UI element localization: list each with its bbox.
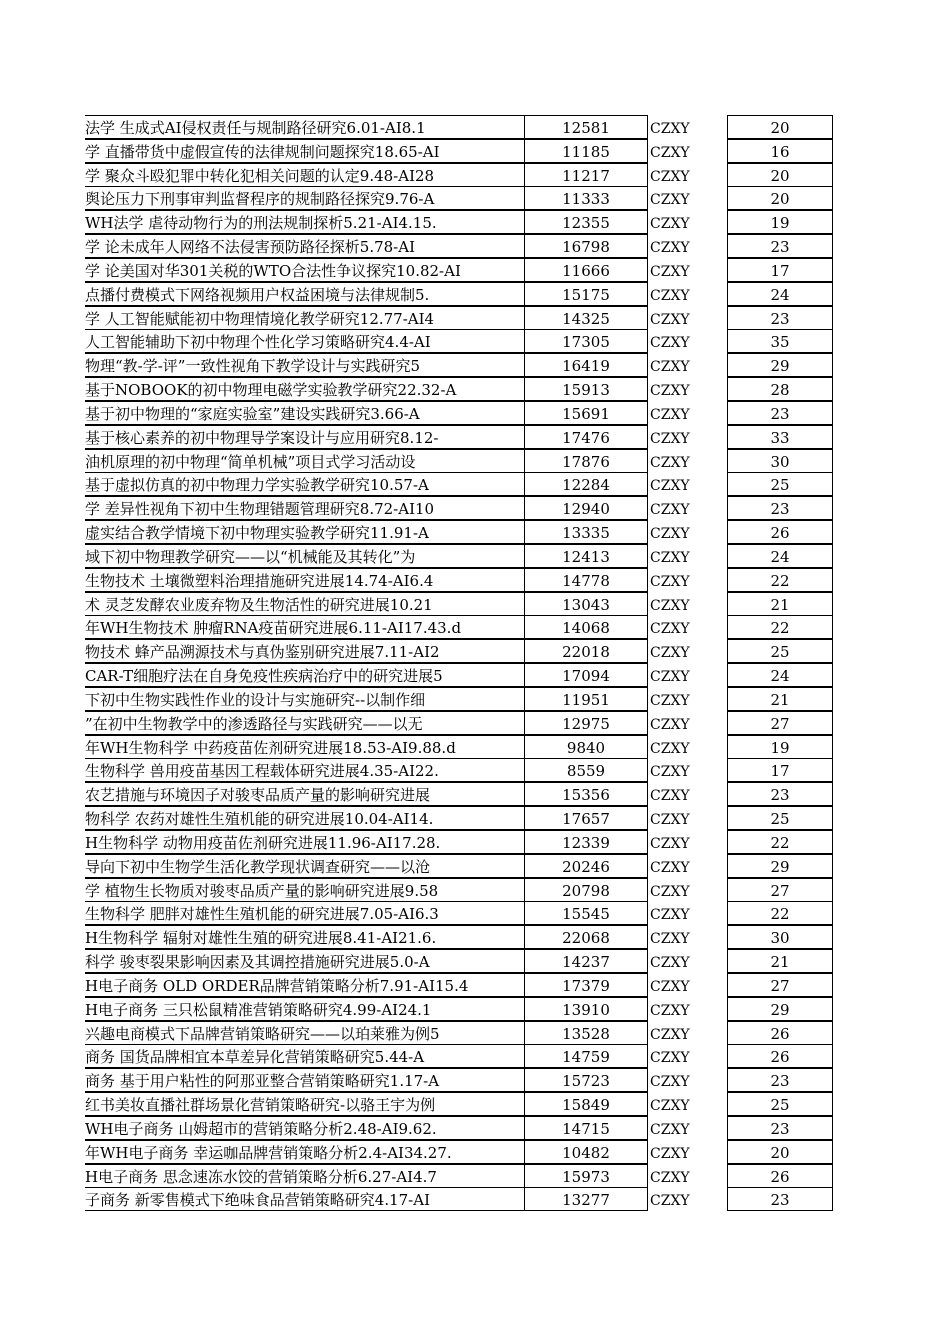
score-cell[interactable]: 26 — [727, 1044, 833, 1068]
table-row — [0, 1021, 950, 1045]
table-row — [0, 687, 950, 711]
table-row — [0, 901, 950, 925]
code-cell[interactable]: CZXY — [650, 144, 690, 161]
score-cell[interactable]: 24 — [727, 663, 833, 687]
code-cell[interactable]: CZXY — [650, 883, 690, 900]
count-cell[interactable]: 15973 — [525, 1164, 648, 1188]
count-cell[interactable]: 14068 — [525, 615, 648, 639]
table-row — [0, 615, 950, 639]
title-cell[interactable] — [85, 544, 525, 568]
count-cell[interactable]: 11185 — [525, 139, 648, 163]
score-cell[interactable]: 29 — [727, 854, 833, 878]
score-cell[interactable]: 17 — [727, 258, 833, 282]
code-cell[interactable]: CZXY — [650, 287, 690, 304]
code-cell[interactable]: CZXY — [650, 1193, 690, 1210]
score-cell[interactable]: 35 — [727, 329, 833, 353]
code-cell[interactable]: CZXY — [650, 502, 690, 519]
score-cell[interactable]: 23 — [727, 1116, 833, 1140]
score-cell[interactable]: 25 — [727, 1092, 833, 1116]
code-cell[interactable]: CZXY — [650, 311, 690, 328]
title-text: 点播付费模式下网络视频用户权益困境与法律规制5. — [85, 285, 430, 304]
table-row — [0, 1044, 950, 1068]
code-cell[interactable]: CZXY — [650, 192, 690, 209]
table-row — [0, 854, 950, 878]
title-cell[interactable] — [85, 1068, 525, 1092]
score-cell[interactable]: 22 — [727, 568, 833, 592]
title-text: 域下初中物理教学研究——以“机械能及其转化”为 — [85, 547, 416, 566]
score-cell[interactable]: 27 — [727, 973, 833, 997]
title-cell[interactable] — [85, 329, 525, 353]
table-row — [0, 997, 950, 1021]
count-cell[interactable]: 13043 — [525, 592, 648, 616]
table-row — [0, 806, 950, 830]
title-text: 物技术 蜂产品溯源技术与真伪鉴别研究进展7.11-AI2 — [85, 643, 440, 662]
title-text: H生物科学 动物用疫苗佐剂研究进展11.96-AI17.28. — [85, 833, 441, 852]
count-cell[interactable]: 12284 — [525, 472, 648, 496]
title-cell[interactable] — [85, 425, 525, 449]
title-text: 基于核心素养的初中物理导学案设计与应用研究8.12- — [85, 428, 439, 447]
table-row — [0, 1092, 950, 1116]
title-text: 年WH电子商务 幸运咖品牌营销策略分析2.4-AI34.27. — [85, 1143, 452, 1162]
code-cell[interactable]: CZXY — [650, 931, 690, 948]
title-text: 学 人工智能赋能初中物理情境化教学研究12.77-AI4 — [85, 309, 435, 328]
count-cell[interactable]: 14759 — [525, 1044, 648, 1068]
count-cell[interactable]: 22068 — [525, 925, 648, 949]
table-row — [0, 830, 950, 854]
title-cell[interactable] — [85, 306, 525, 330]
table-row — [0, 163, 950, 187]
code-cell[interactable]: CZXY — [650, 1098, 690, 1115]
title-text: 虚实结合教学情境下初中物理实验教学研究11.91-A — [85, 524, 429, 543]
count-cell[interactable]: 17876 — [525, 449, 648, 473]
title-text: 商务 国货品牌相宜本草差异化营销策略研究5.44-A — [85, 1048, 425, 1067]
code-cell[interactable]: CZXY — [650, 955, 690, 972]
code-cell[interactable]: CZXY — [650, 645, 690, 662]
table-row — [0, 758, 950, 782]
score-cell[interactable]: 22 — [727, 830, 833, 854]
code-cell[interactable]: CZXY — [650, 1050, 690, 1067]
count-cell[interactable]: 16798 — [525, 234, 648, 258]
title-text: 年WH生物技术 肿瘤RNA疫苗研究进展6.11-AI17.43.d — [85, 619, 462, 638]
title-cell[interactable] — [85, 377, 525, 401]
title-text: CAR-T细胞疗法在自身免疫性疾病治疗中的研究进展5 — [85, 667, 443, 686]
count-cell[interactable]: 20798 — [525, 878, 648, 902]
count-cell[interactable]: 11666 — [525, 258, 648, 282]
title-cell[interactable] — [85, 520, 525, 544]
table-row — [0, 234, 950, 258]
title-cell[interactable] — [85, 258, 525, 282]
table-row — [0, 1187, 950, 1211]
score-cell[interactable]: 26 — [727, 520, 833, 544]
table-row — [0, 639, 950, 663]
title-cell[interactable] — [85, 163, 525, 187]
score-cell[interactable]: 25 — [727, 639, 833, 663]
score-cell[interactable]: 20 — [727, 163, 833, 187]
code-cell[interactable]: CZXY — [650, 549, 690, 566]
title-text: 学 直播带货中虚假宣传的法律规制问题探究18.65-AI — [85, 142, 440, 161]
title-text: 油机原理的初中物理“简单机械”项目式学习活动设 — [85, 452, 416, 471]
count-cell[interactable]: 15849 — [525, 1092, 648, 1116]
score-cell[interactable]: 25 — [727, 806, 833, 830]
title-cell[interactable] — [85, 901, 525, 925]
title-cell[interactable] — [85, 925, 525, 949]
count-cell[interactable]: 15913 — [525, 377, 648, 401]
title-text: 下初中生物实践性作业的设计与实施研究--以制作细 — [85, 690, 426, 709]
score-cell[interactable]: 23 — [727, 234, 833, 258]
title-cell[interactable] — [85, 1044, 525, 1068]
title-text: H电子商务 三只松鼠精准营销策略研究4.99-AI24.1 — [85, 1000, 432, 1019]
title-cell[interactable] — [85, 1140, 525, 1164]
code-cell[interactable]: CZXY — [650, 1121, 690, 1138]
title-text: 基于初中物理的“家庭实验室”建设实践研究3.66-A — [85, 404, 420, 423]
title-text: 红书美妆直播社群场景化营销策略研究-以骆王宇为例 — [85, 1096, 436, 1115]
title-cell[interactable] — [85, 139, 525, 163]
score-cell[interactable]: 23 — [727, 782, 833, 806]
title-cell[interactable] — [85, 115, 525, 139]
table-row — [0, 472, 950, 496]
code-cell[interactable]: CZXY — [650, 1145, 690, 1162]
code-cell[interactable]: CZXY — [650, 240, 690, 257]
code-cell[interactable]: CZXY — [650, 716, 690, 733]
count-cell[interactable]: 17379 — [525, 973, 648, 997]
count-cell[interactable]: 17094 — [525, 663, 648, 687]
count-cell[interactable]: 13335 — [525, 520, 648, 544]
code-cell[interactable]: CZXY — [650, 454, 690, 471]
count-cell[interactable]: 15723 — [525, 1068, 648, 1092]
table-row — [0, 949, 950, 973]
count-cell[interactable]: 13277 — [525, 1187, 648, 1211]
code-cell[interactable]: CZXY — [650, 359, 690, 376]
score-cell[interactable]: 28 — [727, 377, 833, 401]
count-cell[interactable]: 15545 — [525, 901, 648, 925]
title-text: 学 植物生长物质对骏枣品质产量的影响研究进展9.58 — [85, 881, 439, 900]
title-cell[interactable] — [85, 472, 525, 496]
title-cell[interactable] — [85, 234, 525, 258]
title-text: H电子商务 OLD ORDER品牌营销策略分析7.91-AI15.4 — [85, 976, 469, 995]
title-text: 生物科学 兽用疫苗基因工程载体研究进展4.35-AI22. — [85, 762, 439, 781]
score-cell[interactable]: 22 — [727, 901, 833, 925]
title-text: 学 论未成年人网络不法侵害预防路径探析5.78-AI — [85, 238, 415, 257]
score-cell[interactable]: 30 — [727, 449, 833, 473]
title-cell[interactable] — [85, 1116, 525, 1140]
table-row — [0, 115, 950, 139]
title-cell[interactable] — [85, 711, 525, 735]
table-row — [0, 544, 950, 568]
title-cell[interactable] — [85, 186, 525, 210]
score-cell[interactable]: 21 — [727, 592, 833, 616]
title-text: 术 灵芝发酵农业废弃物及生物活性的研究进展10.21 — [85, 595, 433, 614]
code-cell[interactable]: CZXY — [650, 1169, 690, 1186]
table-row — [0, 282, 950, 306]
title-text: WH法学 虐待动物行为的刑法规制探析5.21-AI4.15. — [85, 214, 437, 233]
count-cell[interactable]: 16419 — [525, 353, 648, 377]
table-row — [0, 496, 950, 520]
table-row — [0, 663, 950, 687]
score-cell[interactable]: 20 — [727, 1140, 833, 1164]
count-cell[interactable]: 20246 — [525, 854, 648, 878]
title-text: 基于NOBOOK的初中物理电磁学实验教学研究22.32-A — [85, 381, 457, 400]
table-row — [0, 449, 950, 473]
title-text: 学 聚众斗殴犯罪中转化犯相关问题的认定9.48-AI28 — [85, 166, 435, 185]
code-cell[interactable]: CZXY — [650, 526, 690, 543]
title-text: ”在初中生物教学中的渗透路径与实践研究——以无 — [85, 714, 423, 733]
score-cell[interactable]: 23 — [727, 1187, 833, 1211]
title-cell[interactable] — [85, 210, 525, 234]
code-cell[interactable]: CZXY — [650, 406, 690, 423]
table-row — [0, 139, 950, 163]
score-cell[interactable]: 23 — [727, 1068, 833, 1092]
title-text: 人工智能辅助下初中物理个性化学习策略研究4.4-AI — [85, 333, 431, 352]
count-cell[interactable]: 14237 — [525, 949, 648, 973]
score-cell[interactable]: 27 — [727, 711, 833, 735]
title-text: 基于虚拟仿真的初中物理力学实验教学研究10.57-A — [85, 476, 429, 495]
count-cell[interactable]: 14715 — [525, 1116, 648, 1140]
title-cell[interactable] — [85, 353, 525, 377]
table-row — [0, 401, 950, 425]
title-text: 生物技术 土壤微塑料治理措施研究进展14.74-AI6.4 — [85, 571, 434, 590]
title-cell[interactable] — [85, 949, 525, 973]
count-cell[interactable]: 17305 — [525, 329, 648, 353]
table-row — [0, 592, 950, 616]
title-cell[interactable] — [85, 806, 525, 830]
table-row — [0, 878, 950, 902]
table-row — [0, 377, 950, 401]
code-cell[interactable]: CZXY — [650, 669, 690, 686]
score-cell[interactable]: 29 — [727, 997, 833, 1021]
code-cell[interactable]: CZXY — [650, 788, 690, 805]
title-cell[interactable] — [85, 1187, 525, 1211]
title-cell[interactable] — [85, 449, 525, 473]
table-row — [0, 186, 950, 210]
title-cell[interactable] — [85, 973, 525, 997]
title-text: 舆论压力下刑事审判监督程序的规制路径探究9.76-A — [85, 190, 435, 209]
table-row — [0, 568, 950, 592]
title-cell[interactable] — [85, 830, 525, 854]
score-cell[interactable]: 26 — [727, 1021, 833, 1045]
title-cell[interactable] — [85, 1164, 525, 1188]
title-cell[interactable] — [85, 997, 525, 1021]
table-row — [0, 925, 950, 949]
score-cell[interactable]: 23 — [727, 496, 833, 520]
title-cell[interactable] — [85, 1021, 525, 1045]
title-cell[interactable] — [85, 401, 525, 425]
count-cell[interactable]: 11951 — [525, 687, 648, 711]
title-cell[interactable] — [85, 1092, 525, 1116]
table-row — [0, 735, 950, 759]
count-cell[interactable]: 14325 — [525, 306, 648, 330]
count-cell[interactable]: 10482 — [525, 1140, 648, 1164]
title-cell[interactable] — [85, 663, 525, 687]
table-row — [0, 782, 950, 806]
code-cell[interactable]: CZXY — [650, 978, 690, 995]
title-text: 物理“教-学-评”一致性视角下教学设计与实践研究5 — [85, 357, 421, 376]
score-cell[interactable]: 20 — [727, 115, 833, 139]
score-cell[interactable]: 24 — [727, 282, 833, 306]
title-text: 兴趣电商模式下品牌营销策略研究——以珀莱雅为例5 — [85, 1024, 440, 1043]
score-cell[interactable]: 29 — [727, 353, 833, 377]
code-cell[interactable]: CZXY — [650, 835, 690, 852]
score-cell[interactable]: 33 — [727, 425, 833, 449]
title-text: 科学 骏枣裂果影响因素及其调控措施研究进展5.0-A — [85, 953, 430, 972]
count-cell[interactable]: 11333 — [525, 186, 648, 210]
title-cell[interactable] — [85, 782, 525, 806]
code-cell[interactable]: CZXY — [650, 478, 690, 495]
count-cell[interactable]: 12355 — [525, 210, 648, 234]
count-cell[interactable]: 9840 — [525, 735, 648, 759]
title-text: 商务 基于用户粘性的阿那亚整合营销策略研究1.17-A — [85, 1072, 440, 1091]
code-cell[interactable]: CZXY — [650, 740, 690, 757]
table-row — [0, 1116, 950, 1140]
title-cell[interactable] — [85, 687, 525, 711]
code-cell[interactable]: CZXY — [650, 859, 690, 876]
count-cell[interactable]: 22018 — [525, 639, 648, 663]
code-cell[interactable]: CZXY — [650, 692, 690, 709]
title-text: WH电子商务 山姆超市的营销策略分析2.48-AI9.62. — [85, 1119, 437, 1138]
score-cell[interactable]: 27 — [727, 878, 833, 902]
score-cell[interactable]: 19 — [727, 735, 833, 759]
count-cell[interactable]: 12975 — [525, 711, 648, 735]
title-cell[interactable] — [85, 878, 525, 902]
code-cell[interactable]: CZXY — [650, 1074, 690, 1091]
title-cell[interactable] — [85, 854, 525, 878]
title-cell[interactable] — [85, 615, 525, 639]
count-cell[interactable]: 12413 — [525, 544, 648, 568]
count-cell[interactable]: 15175 — [525, 282, 648, 306]
table-row — [0, 1140, 950, 1164]
title-cell[interactable] — [85, 735, 525, 759]
title-cell[interactable] — [85, 282, 525, 306]
table-row — [0, 520, 950, 544]
table-row — [0, 258, 950, 282]
score-cell[interactable]: 17 — [727, 758, 833, 782]
score-cell[interactable]: 26 — [727, 1164, 833, 1188]
code-cell[interactable]: CZXY — [650, 764, 690, 781]
table-row — [0, 425, 950, 449]
title-cell[interactable] — [85, 592, 525, 616]
title-text: H电子商务 思念速冻水饺的营销策略分析6.27-AI4.7 — [85, 1167, 437, 1186]
code-cell[interactable]: CZXY — [650, 335, 690, 352]
count-cell[interactable]: 12339 — [525, 830, 648, 854]
score-cell[interactable]: 24 — [727, 544, 833, 568]
code-cell[interactable]: CZXY — [650, 263, 690, 280]
score-cell[interactable]: 23 — [727, 401, 833, 425]
score-cell[interactable]: 22 — [727, 615, 833, 639]
title-text: 子商务 新零售模式下绝味食品营销策略研究4.17-AI — [85, 1191, 430, 1210]
code-cell[interactable]: CZXY — [650, 907, 690, 924]
code-cell[interactable]: CZXY — [650, 216, 690, 233]
code-cell[interactable]: CZXY — [650, 621, 690, 638]
title-text: 生物科学 肥胖对雄性生殖机能的研究进展7.05-AI6.3 — [85, 905, 439, 924]
count-cell[interactable]: 12940 — [525, 496, 648, 520]
score-cell[interactable]: 16 — [727, 139, 833, 163]
count-cell[interactable]: 15691 — [525, 401, 648, 425]
title-text: 法学 生成式AI侵权责任与规制路径研究6.01-AI8.1 — [85, 119, 426, 137]
count-cell[interactable]: 17476 — [525, 425, 648, 449]
table-row — [0, 329, 950, 353]
code-cell[interactable]: CZXY — [650, 1002, 690, 1019]
count-cell[interactable]: 11217 — [525, 163, 648, 187]
count-cell[interactable]: 8559 — [525, 758, 648, 782]
count-cell[interactable]: 13528 — [525, 1021, 648, 1045]
title-cell[interactable] — [85, 496, 525, 520]
score-cell[interactable]: 20 — [727, 186, 833, 210]
code-cell[interactable]: CZXY — [650, 430, 690, 447]
code-cell[interactable]: CZXY — [650, 573, 690, 590]
table-row — [0, 973, 950, 997]
score-cell[interactable]: 30 — [727, 925, 833, 949]
code-cell[interactable]: CZXY — [650, 121, 690, 137]
table-row — [0, 711, 950, 735]
table-row — [0, 306, 950, 330]
title-text: 农艺措施与环境因子对骏枣品质产量的影响研究进展 — [85, 786, 431, 805]
score-cell[interactable]: 21 — [727, 949, 833, 973]
count-cell[interactable]: 13910 — [525, 997, 648, 1021]
title-cell[interactable] — [85, 568, 525, 592]
table-row — [0, 210, 950, 234]
code-cell[interactable]: CZXY — [650, 1026, 690, 1043]
score-cell[interactable]: 25 — [727, 472, 833, 496]
title-cell[interactable] — [85, 758, 525, 782]
count-cell[interactable]: 15356 — [525, 782, 648, 806]
table-row — [0, 353, 950, 377]
title-text: 导向下初中生物学生活化教学现状调查研究——以沧 — [85, 857, 431, 876]
score-cell[interactable]: 23 — [727, 306, 833, 330]
table-row — [0, 1068, 950, 1092]
count-cell[interactable]: 12581 — [525, 115, 648, 139]
table-row — [0, 1164, 950, 1188]
title-text: H生物科学 辐射对雄性生殖的研究进展8.41-AI21.6. — [85, 929, 437, 948]
title-cell[interactable] — [85, 639, 525, 663]
code-cell[interactable]: CZXY — [650, 168, 690, 185]
title-text: 学 差异性视角下初中生物理错题管理研究8.72-AI10 — [85, 500, 435, 519]
title-text: 物科学 农药对雄性生殖机能的研究进展10.04-AI14. — [85, 810, 434, 829]
title-text: 学 论美国对华301关税的WTO合法性争议探究10.82-AI — [85, 261, 461, 280]
code-cell[interactable]: CZXY — [650, 597, 690, 614]
code-cell[interactable]: CZXY — [650, 383, 690, 400]
score-cell[interactable]: 19 — [727, 210, 833, 234]
title-text: 年WH生物科学 中药疫苗佐剂研究进展18.53-AI9.88.d — [85, 738, 456, 757]
count-cell[interactable]: 14778 — [525, 568, 648, 592]
count-cell[interactable]: 17657 — [525, 806, 648, 830]
score-cell[interactable]: 21 — [727, 687, 833, 711]
code-cell[interactable]: CZXY — [650, 812, 690, 829]
